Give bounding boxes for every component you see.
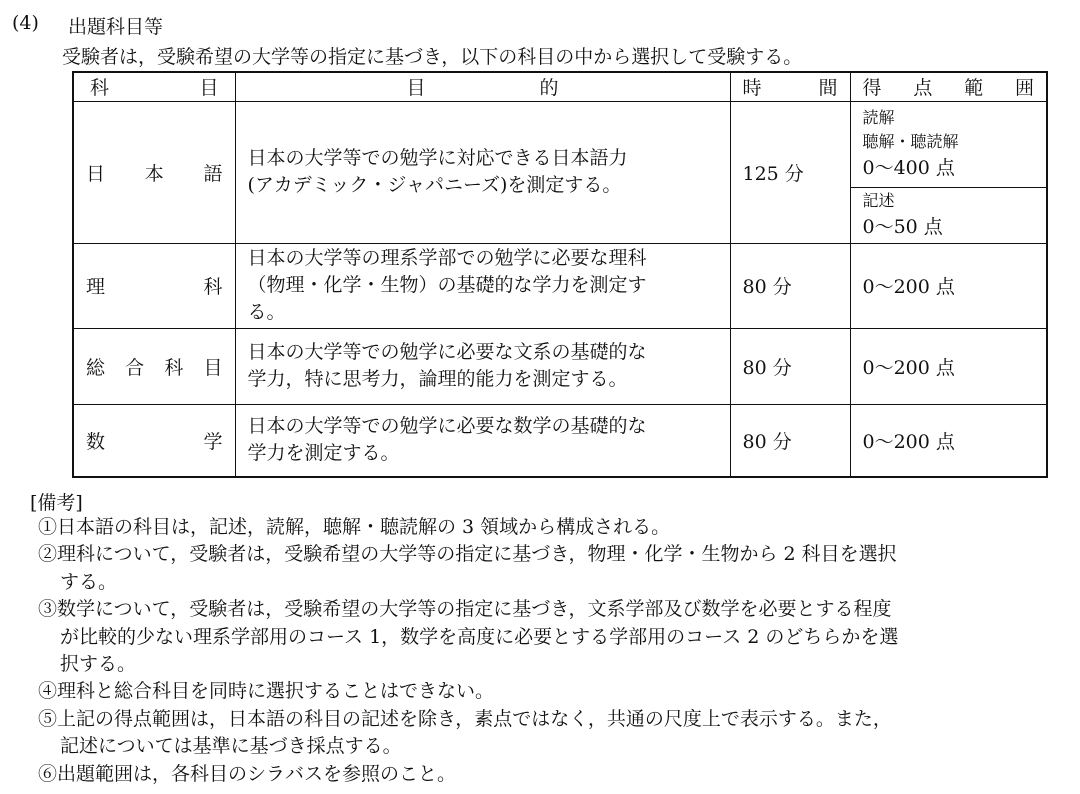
note-line: 記述については基準に基づき採点する。 (60, 735, 402, 758)
time-cell: 80 分 (730, 404, 850, 477)
header-subject (73, 72, 235, 101)
time-cell: 125 分 (730, 101, 850, 243)
note-line: ④理科と総合科目を同時に選択することはできない。 (38, 680, 495, 703)
subject-char: 本 (144, 162, 164, 185)
header-time (730, 72, 850, 101)
section-title: 出題科目等 (68, 16, 164, 38)
header-score (850, 72, 1047, 101)
subject-char: 語 (203, 162, 223, 185)
purpose-cell (235, 404, 730, 477)
subject-cell-japanese (73, 101, 235, 243)
purpose-cell (235, 101, 730, 243)
purpose-cell (235, 243, 730, 328)
note-line: ③数学について，受験者は，受験希望の大学等の指定に基づき，文系学部及び数学を必要とする程度 (38, 598, 892, 621)
header-score-char: 得 (862, 77, 882, 100)
score-value: 0〜400 点 (862, 156, 955, 179)
purpose-line: る。 (247, 301, 286, 323)
subject-char: 学 (203, 430, 223, 453)
score-cell: 0〜200 点 (850, 404, 1047, 477)
note-line: 択する。 (60, 653, 137, 676)
purpose-line: 学力を測定する。 (247, 442, 400, 465)
score-cell-writing (850, 187, 1047, 243)
purpose-line: 日本の大学等での勉学に必要な文系の基礎的な (247, 341, 647, 363)
notes-list (38, 514, 1058, 788)
note-item (38, 541, 1058, 596)
header-score-char: 範 (964, 77, 984, 100)
note-item (38, 678, 1058, 705)
subject-cell-math (73, 404, 235, 477)
purpose-line: 学力，特に思考力，論理的能力を測定する。 (247, 368, 628, 390)
table-row (73, 404, 1047, 477)
subject-cell-general (73, 328, 235, 404)
purpose-cell (235, 328, 730, 404)
header-score-char: 点 (913, 77, 933, 100)
time-cell: 80 分 (730, 243, 850, 328)
score-label: 読解 (862, 107, 895, 127)
note-line: ⑥出題範囲は，各科目のシラバスを参照のこと。 (38, 762, 457, 785)
purpose-line: （物理・化学・生物）の基礎的な学力を測定す (247, 274, 647, 296)
score-label: 記述 (862, 191, 895, 210)
note-item (38, 514, 1058, 541)
note-line: ②理科について，受験者は，受験希望の大学等の指定に基づき，物理・化学・生物から 2 科目を選択 (38, 543, 897, 566)
subject-char: 科 (203, 276, 223, 298)
note-item (38, 596, 1058, 678)
purpose-line: 日本の大学等の理系学部での勉学に必要な理科 (247, 247, 647, 269)
header-subject-char: 目 (199, 77, 219, 100)
subject-cell-science (73, 243, 235, 328)
time-cell: 80 分 (730, 328, 850, 404)
purpose-line: 日本の大学等での勉学に対応できる日本語力 (247, 147, 628, 169)
header-time-char: 間 (818, 77, 838, 100)
note-line: する。 (60, 570, 118, 593)
header-purpose-label: 目 的 (406, 77, 559, 100)
header-time-char: 時 (742, 77, 762, 100)
notes-heading: [備考] (30, 492, 83, 514)
subject-char: 合 (125, 356, 145, 379)
subject-char: 数 (86, 430, 106, 453)
section-number: (4) (12, 12, 39, 34)
table-row (73, 328, 1047, 404)
subjects-table (72, 71, 1048, 478)
subject-char: 理 (86, 276, 106, 298)
score-cell: 0〜200 点 (850, 243, 1047, 328)
note-item (38, 761, 1058, 788)
table-header-row (73, 72, 1047, 101)
purpose-line: 日本の大学等での勉学に必要な数学の基礎的な (247, 415, 647, 438)
score-value: 0〜50 点 (862, 216, 943, 238)
table-row (73, 101, 1047, 187)
score-cell: 0〜200 点 (850, 328, 1047, 404)
note-line: ⑤上記の得点範囲は，日本語の科目の記述を除き，素点ではなく，共通の尺度上で表示する。また， (38, 707, 892, 730)
subject-char: 総 (86, 356, 106, 379)
section-intro: 受験者は，受験希望の大学等の指定に基づき，以下の科目の中から選択して受験する。 (62, 46, 803, 68)
score-label: 聴解・聴読解 (862, 131, 959, 151)
note-line: ①日本語の科目は，記述，読解，聴解・聴読解の 3 領域から構成される。 (38, 516, 671, 538)
purpose-line: (アカデミック・ジャパニーズ)を測定する。 (247, 174, 622, 196)
table-row (73, 243, 1047, 328)
subject-char: 日 (86, 162, 106, 185)
subject-char: 科 (164, 356, 184, 379)
header-subject-char: 科 (90, 77, 110, 100)
header-score-char: 囲 (1014, 77, 1034, 100)
score-cell-reading (850, 101, 1047, 187)
subject-char: 目 (203, 356, 223, 379)
header-purpose (235, 72, 730, 101)
note-line: が比較的少ない理系学部用のコース 1，数学を高度に必要とする学部用のコース 2 のどちらかを選 (60, 625, 899, 648)
note-item (38, 706, 1058, 761)
